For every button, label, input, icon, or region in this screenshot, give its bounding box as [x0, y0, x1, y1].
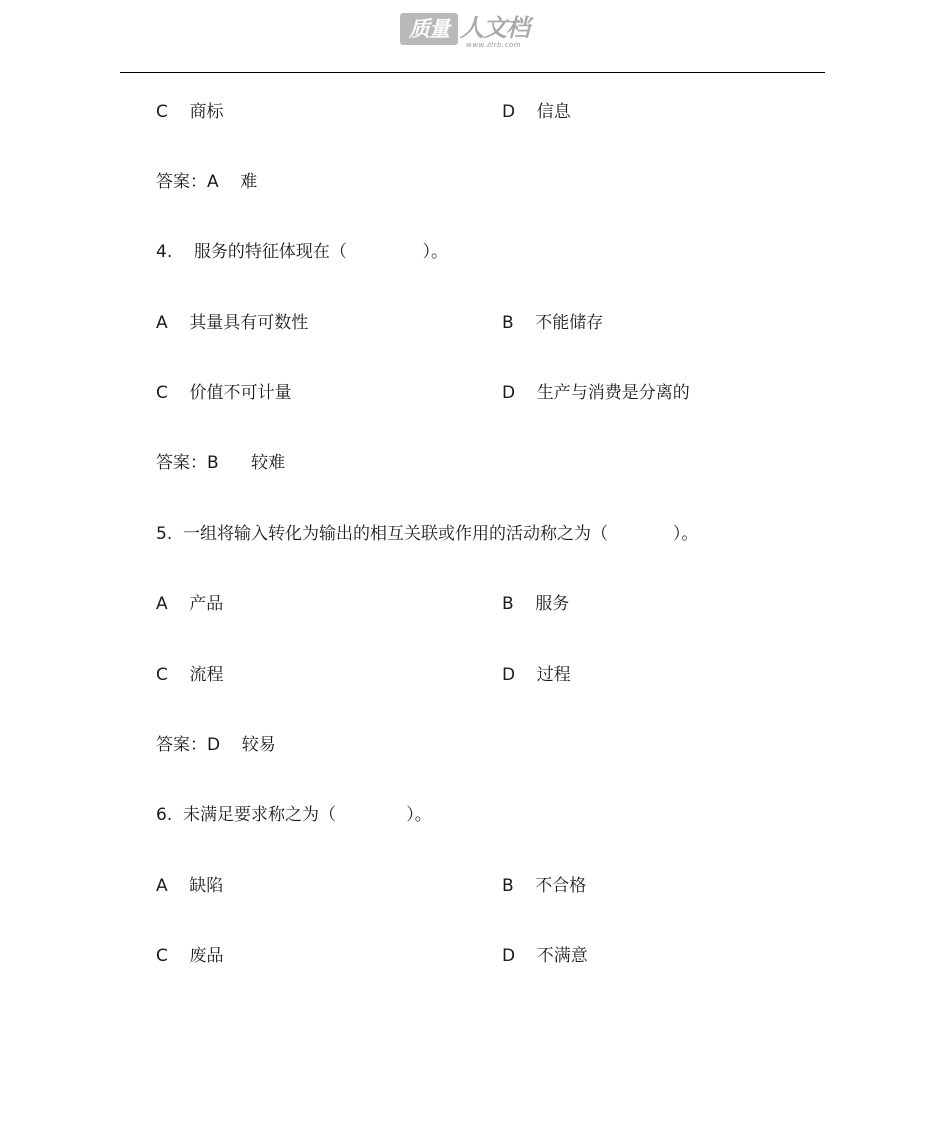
option-a: A 产品 [156, 594, 224, 614]
answer-line: 答案：D 较易 [156, 735, 276, 755]
option-a: A 其量具有可数性 [156, 313, 309, 333]
option-a: A 缺陷 [156, 876, 224, 896]
option-c: C 商标 [156, 102, 224, 122]
answer-line: 答案：A 难 [156, 172, 258, 192]
option-b: B 不能储存 [502, 313, 604, 333]
question-5: 5. 一组将输入转化为输出的相互关联或作用的活动称之为（ ）。 [156, 524, 699, 544]
question-4: 4. 服务的特征体现在（ ）。 [156, 242, 448, 262]
logo-url: www.zlrb.com [466, 41, 522, 49]
option-d: D 生产与消费是分离的 [502, 383, 690, 403]
option-d: D 不满意 [502, 946, 588, 966]
header-logo [400, 12, 545, 50]
answer-line: 答案：B 较难 [156, 453, 286, 473]
option-b: B 服务 [502, 594, 570, 614]
question-6: 6. 未满足要求称之为（ ）。 [156, 805, 432, 825]
option-d: D 过程 [502, 665, 571, 685]
option-d: D 信息 [502, 102, 571, 122]
option-c: C 流程 [156, 665, 224, 685]
logo-text: 人文档 [460, 14, 529, 42]
option-b: B 不合格 [502, 876, 587, 896]
logo-mark: 质量 [400, 13, 458, 45]
option-c: C 价值不可计量 [156, 383, 292, 403]
option-c: C 废品 [156, 946, 224, 966]
header-divider [120, 72, 825, 73]
